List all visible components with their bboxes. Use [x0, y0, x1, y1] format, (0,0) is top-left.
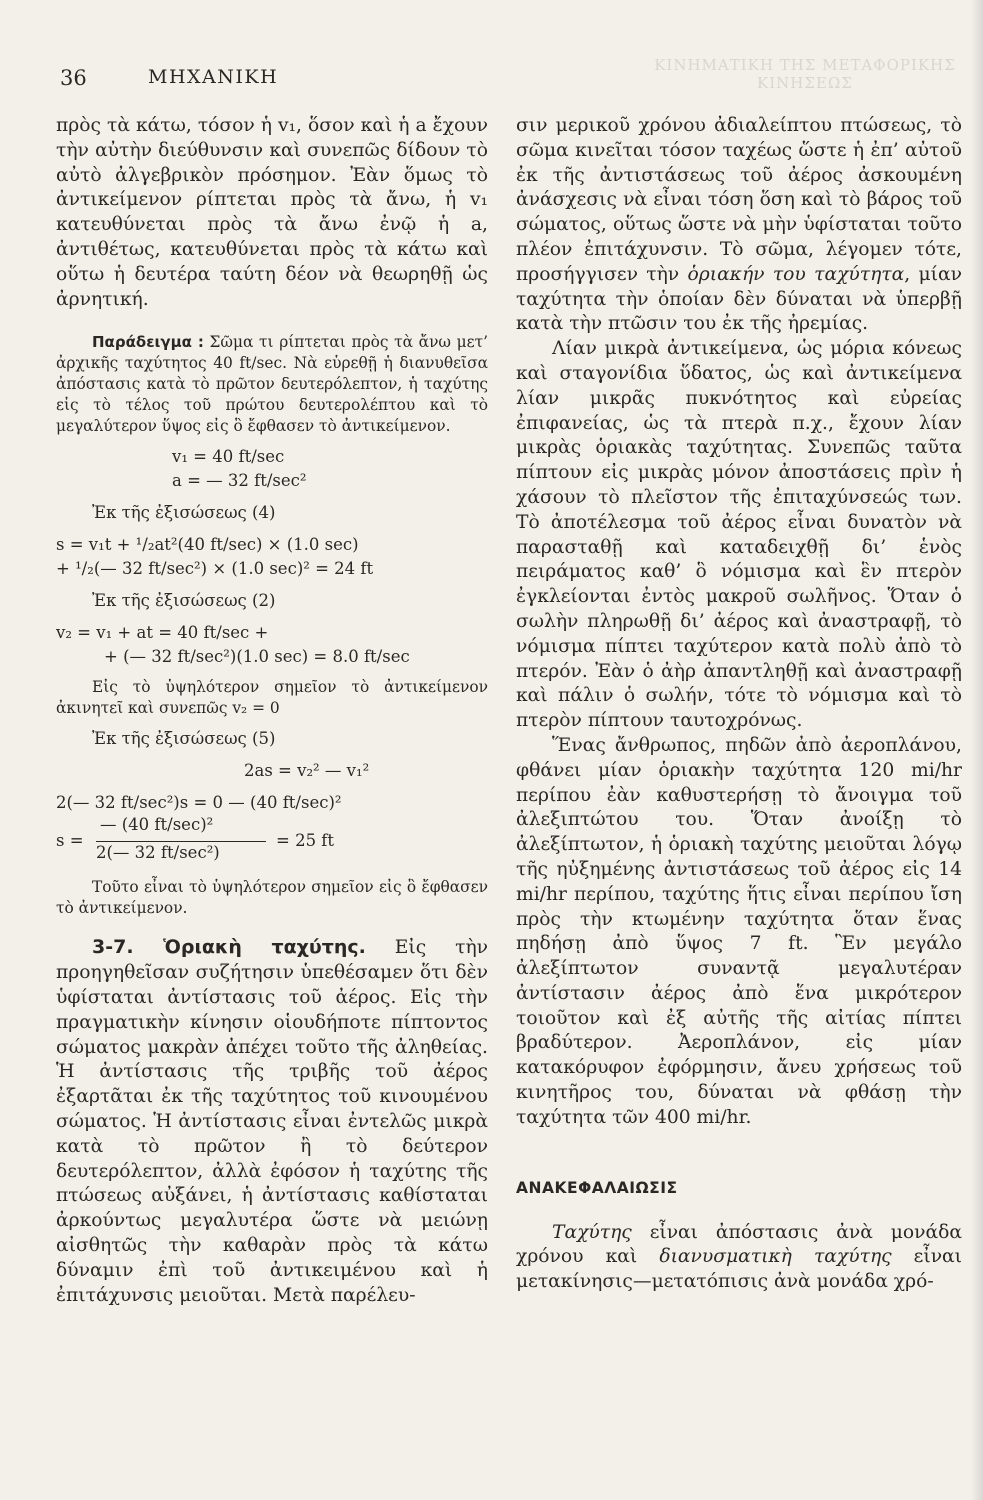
equation-2-line-1: v₂ = v₁ + at = 40 ft/sec +	[56, 623, 269, 643]
intro-paragraph: πρὸς τὰ κάτω, τόσον ἡ v₁, ὅσον καὶ ἡ a ἔχουν τὴν αὐτὴν διεύθυνσιν καὶ συνεπῶς δίδουν τὸ αὐτὸ ἀλγεβρικὸν πρόσημον. Ἐὰν ὅμως τὸ ἀντικείμενον ρίπτεται πρὸς τὰ ἄνω, ἡ v₁ κατευθύνεται πρὸς τὰ ἄνω ἐνῷ ἡ a, ἀντιθέτως, κατευθύνεται πρὸς τὰ κάτω καὶ οὕτω ἡ δευτέρα ταύτη δέον νὰ θεωρηθῇ ὡς ἀρνητική.	[56, 115, 488, 310]
running-title: ΜΗΧΑΝΙΚΗ	[148, 66, 279, 88]
page-edge-shadow	[971, 0, 983, 1500]
right-paragraph-1-before: σιν μερικοῦ χρόνου ἀδιαλείπτου πτώσεως, τὸ σῶμα κινεῖται τόσον ταχέως ὥστε ἡ ἐπ’ αὐτοῦ ἐκ τῆς ἀντιστάσεως τοῦ ἀέρος ἀσκουμένη ἀνάσχεσις νὰ εἶναι τόση ὅση καὶ τὸ βάρος τοῦ σώματος, οὕτως ὥστε νὰ μὴν ὑφίσταται τοῦτο πλέον ἐπιτάχυνσιν. Τὸ σῶμα, λέγομεν τότε, προσήγγισεν τὴν	[516, 115, 962, 285]
terminal-velocity-term: ὁριακήν του ταχύτητα	[687, 263, 905, 285]
equation-5-fraction	[56, 815, 488, 869]
right-column	[516, 114, 962, 1295]
right-paragraph-1	[516, 114, 962, 337]
summary-text-2: εἶναι μετακίνησις—μετατόπισις ἀνὰ μονάδα χρό-	[516, 1246, 963, 1293]
equation-5-line-1: 2as = v₂² — v₁²	[244, 761, 370, 781]
equation-2-line-2: + (— 32 ft/sec²)(1.0 sec) = 8.0 ft/sec	[104, 647, 410, 667]
given-a: a = — 32 ft/sec²	[172, 471, 307, 491]
summary-term-velocity: διανυσματικὴ ταχύτης	[659, 1246, 892, 1268]
given-v1: v₁ = 40 ft/sec	[172, 447, 285, 467]
equation-5-s: s =	[56, 831, 84, 851]
left-column	[56, 114, 488, 1308]
right-paragraph-3: Ἕνας ἄνθρωπος, πηδῶν ἀπὸ ἀεροπλάνου, φθάνει μίαν ὁριακὴν ταχύτητα 120 mi/hr περίπου ἐὰν καθυστερήσῃ τὸ ἄνοιγμα τοῦ ἀλεξιπτώτου του. Ὅταν ἀνοίξῃ τὸ ἀλεξίπτωτον, ἡ ὁριακὴ ταχύτης μειοῦται λόγῳ τῆς ηὐξημένης ἀντιστάσεως τοῦ ἀέρος εἰς 14 mi/hr περίπου, ταχύτης ἥτις εἶναι περίπου ἴση πρὸς τὴν κτωμένην ταχύτητα ὅταν ἕνας πηδήσῃ ἀπὸ ὕψος 7 ft. Ἓν μεγάλο ἀλεξίπτωτον συναντᾷ μεγαλυτέραν ἀντίστασιν ἀέρος ἀπὸ ἕνα μικρότερον τοιοῦτον καὶ ἐξ αὐτῆς τῆς αἰτίας πίπτει βραδύτερον. Ἀεροπλάνον, εἰς μίαν κατακόρυφον ἐφόρμησιν, ἄνευ χρήσεως τοῦ κινητῆρος του, δύναται νὰ φθάσῃ τὴν ταχύτητα τῶν 400 mi/hr.	[516, 734, 962, 1128]
equation-5-line-2: 2(— 32 ft/sec²)s = 0 — (40 ft/sec)²	[56, 793, 342, 813]
summary-paragraph	[516, 1221, 962, 1295]
equation-5-result: = 25 ft	[276, 831, 335, 851]
section-3-7	[56, 935, 488, 1308]
right-paragraph-1-after: , μίαν ταχύτητα τὴν ὁποίαν δὲν δύναται νὰ ὑπερβῇ κατὰ τὴν πτῶσιν του ἐκ τῆς ἠρεμίας.	[516, 263, 962, 335]
example-block	[56, 332, 488, 437]
equation-5-denominator: 2(— 32 ft/sec²)	[96, 843, 220, 863]
section-text: Εἰς τὴν προηγηθεῖσαν συζήτησιν ὑπεθέσαμεν ὅτι δὲν ὑφίσταται ἀντίστασις τοῦ ἀέρος. Εἰς τὴν πραγματικὴν κίνησιν οἱουδήποτε πίπτοντος σώματος μακρὰν ἀπέχει τοῦτο τῆς ἀληθείας. Ἡ ἀντίστασις τῆς τριβῆς τοῦ ἀέρος ἐξαρτᾶται ἐκ τῆς ταχύτητος τοῦ κινουμένου σώματος. Ἡ ἀντίστασις εἶναι ἐντελῶς μικρὰ κατὰ τὸ πρῶτον ἢ τὸ δεύτερον δευτερόλεπτον, ἀλλὰ ἐφόσον ἡ ταχύτης τῆς πτώσεως αὐξάνει, ἡ ἀντίστασις καθίσταται ἀρκούντως μεγαλυτέρα ὥστε νὰ μειώνῃ αἰσθητῶς τὴν καθαρὰν πρὸς τὰ κάτω δύναμιν ἐπὶ τοῦ ἀντικειμένου καὶ ἡ ἐπιτάχυνσις μειοῦται. Μετὰ παρέλευ-	[56, 937, 488, 1306]
equation-4-line-1: s = v₁t + ¹/₂at²(40 ft/sec) × (1.0 sec)	[56, 535, 359, 555]
example-conclusion: Τοῦτο εἶναι τὸ ὑψηλότερον σημεῖον εἰς ὃ ἔφθασεν τὸ ἀντικείμενον.	[56, 878, 488, 918]
section-heading: 3-7. Ὁριακὴ ταχύτης.	[92, 936, 366, 959]
example-label: Παράδειγμα :	[92, 333, 204, 352]
from-equation-5: Ἐκ τῆς ἐξισώσεως (5)	[92, 729, 276, 749]
summary-title: ΑΝΑΚΕΦΑΛΑΙΩΣΙΣ	[516, 1178, 678, 1197]
summary-term-speed: Ταχύτης	[552, 1221, 632, 1243]
summary-text-1: εἶναι ἀπόστασις ἀνὰ μονάδα χρόνου καὶ	[516, 1221, 962, 1268]
highest-point-text: Εἰς τὸ ὑψηλότερον σημεῖον τὸ ἀντικείμενον ἀκινητεῖ καὶ συνεπῶς v₂ = 0	[56, 678, 488, 718]
from-equation-2: Ἐκ τῆς ἐξισώσεως (2)	[92, 591, 276, 611]
facing-page-bleed: ΚΙΝΗΜΑΤΙΚΗ ΤΗΣ ΜΕΤΑΦΟΡΙΚΗΣ ΚΙΝΗΣΕΩΣ	[654, 56, 956, 92]
page-number: 36	[60, 66, 87, 90]
right-paragraph-2: Λίαν μικρὰ ἀντικείμενα, ὡς μόρια κόνεως καὶ σταγονίδια ὕδατος, ὡς καὶ ἀντικείμενα λίαν μικρᾶς πυκνότητος καὶ εὐρείας ἐπιφανείας, ὡς τὰ πτερὰ π.χ., ἔχουν λίαν μικρὰς ὁριακὰς ταχύτητας. Συνεπῶς ταῦτα πίπτουν εἰς μικρὰς μόνον ἀποστάσεις πρὶν ἡ χάσουν τὸ πλεῖστον τῆς ἐπιταχύνσεώς των. Τὸ ἀποτέλεσμα τοῦ ἀέρος εἶναι δυνατὸν νὰ παρασταθῇ καὶ καταδειχθῇ δι’ ἑνὸς πειράματος καθ’ ὃ νόμισμα καὶ ἓν πτερὸν ἐγκλείονται ἐντὸς μακροῦ σωλῆνος. Ὅταν ὁ σωλὴν πληρωθῇ δι’ ἀέρος καὶ ἀναστραφῇ, τὸ νόμισμα πίπτει ταχύτερον κατὰ πολὺ ἀπὸ τὸ πτερόν. Ἐὰν ὁ ἀὴρ ἀπαντληθῇ καὶ ἀναστραφῇ καὶ πάλιν ὁ σωλήν, τότε τὸ νόμισμα καὶ τὸ πτερὸν πίπτουν ταυτοχρόνως.	[516, 338, 962, 732]
from-equation-4: Ἐκ τῆς ἐξισώσεως (4)	[92, 503, 276, 523]
equation-5-numerator: — (40 ft/sec)²	[100, 815, 214, 835]
equation-4-line-2: + ¹/₂(— 32 ft/sec²) × (1.0 sec)² = 24 ft	[56, 559, 374, 579]
running-head	[60, 66, 460, 92]
fraction-bar	[96, 841, 266, 842]
example-text: Σῶμα τι ρίπτεται πρὸς τὰ ἄνω μετ’ ἀρχικῆς ταχύτητος 40 ft/sec. Νὰ εὑρεθῇ ἡ διανυθεῖσα ἀπόστασις κατὰ τὸ πρῶτον δευτερόλεπτον, ἡ ταχύτης εἰς τὸ τέλος τοῦ πρώτου δευτερολέπτου καὶ τὸ μεγαλύτερον ὕψος εἰς ὃ ἔφθασεν τὸ ἀντικείμενον.	[56, 333, 488, 436]
